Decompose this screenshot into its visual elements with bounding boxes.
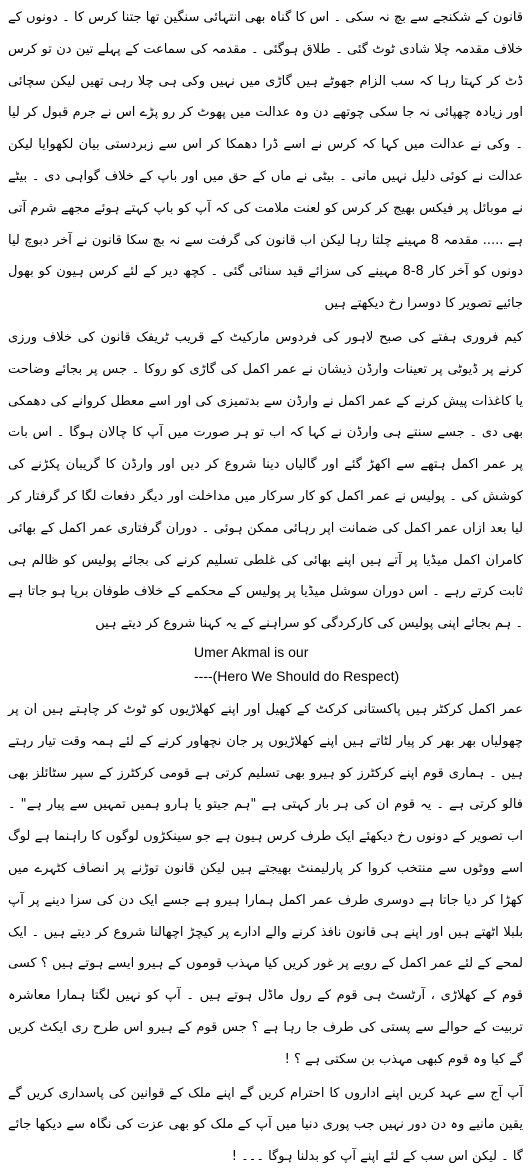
- english-quote-line-2: ----(Hero We Should do Respect): [194, 667, 400, 684]
- english-quote-line-1: Umer Akmal is our: [194, 643, 309, 660]
- article-paragraph-3: عمر اکمل کرکٹر ہیں پاکستانی کرکٹ کے کھیل اور اپنے کھلاڑیوں کو ٹوٹ کر چاہتے ہیں ان پر چھولیاں بھر بھر کر پیار لٹاتے ہیں اپنے کھلاڑیوں پر جان نچھاور کرنے کے لئے ہمہ وقت تیار رہتے ہیں ۔ ہماری قوم اپنے کرکٹرز کو ہیرو بھی تسلیم کرتی ہے قومی کرکٹرز کے سپر سٹائلز بھی فالو کرتی ہے ۔ یہ قوم ان کی ہر بار کہتی ہے "ہم جیتو یا ہارو ہمیں تمہیں سے پیار ہے" ۔ اب تصویر کے دونوں رخ دیکھئے ایک طرف کرس ہیون ہے جو سینکڑوں لوگوں کا راہنما ہے لوگ اسے ووٹوں سے منتخب کروا کر پارلیمنٹ بھیجتے ہیں لیکن قانون توڑنے پر انصاف کٹہرے میں کھڑا کر دیا جاتا ہے دوسری طرف عمر اکمل ہمارا ہیرو ہے جسے ایک دن کی سزا دینے پر آپ بلبلا اٹھتے ہیں اور اپنے ہی قانون نافذ کرنے والے ادارے پر کیچڑ اچھالنا شروع کر دیتے ہیں ۔ ایک لمحے کے لئے عمر اکمل کے رویے پر غور کریں کیا مہذب قوموں کے ہیرو ایسے ہوتے ہیں ؟ کسی قوم کے کھلاڑی ، آرٹسٹ ہی قوم کے رول ماڈل ہوتے ہیں ۔ آپ کو نہیں لگتا ہمارا معاشرہ تربیت کے حوالے سے پستی کی طرف جا رہا ہے ؟ جس قوم کے ہیرو اس طرح ری ایکٹ کریں گے کیا وہ قوم کبھی مہذب بن سکتی ہے ؟ !: [8, 701, 523, 1067]
- article-paragraph-1: قانون کے شکنجے سے بچ نہ سکی ۔ اس کا گناہ بھی انتہائی سنگین تھا جتنا کرس کا ۔ دونوں کے خلاف مقدمہ چلا شادی ٹوٹ گئی ۔ طلاق ہوگئی ۔ مقدمہ کی سماعت کے پہلے تین دن تو کرس ڈٹ کر کہتا رہا کہ سب الزام جھوٹے ہیں گاڑی میں نہیں وکی ہی چلا رہی تھیں لیکن سچائی اور زیادہ چھپائی نہ جا سکی چوتھے دن وہ عدالت میں پھوٹ کر رو پڑے اس نے جرم قبول کر لیا ۔ وکی نے عدالت میں کہا کہ کرس نے اسے ڈرا دھمکا کر اس سے زبردستی بیان لکھوایا لیکن عدالت نے کوئی دلیل نہیں مانی ۔ بیٹی نے ماں کے حق میں اور باپ کے خلاف گواہی دی ۔ بیٹے نے موبائل پر فیکس بھیج کر کرس کو لعنت ملامت کی کہ آپ کو باپ کہتے ہوئے مجھے شرم آتی ہے ..... مقدمہ 8 مہینے چلتا رہا لیکن اب قانون کی گرفت سے نہ بچ سکا قانون نے آخر دبوچ لیا دونوں کو آخر کار 8-8 مہینے کی سزائے قید سنائی گئی ۔ کچھ دیر کے لئے کرس ہیون کو بھول جائیے تصویر کا دوسرا رخ دیکھتے ہیں: [8, 10, 523, 312]
- article-paragraph-2: کیم فروری ہفتے کی صبح لاہور کی فردوس مارکیٹ کے قریب ٹریفک قانون کی خلاف ورزی کرنے پر ڈیوٹی پر تعینات وارڈن ذیشان نے عمر اکمل کی گاڑی کو روکا ۔ جس پر بجائے وضاحت یا کاغذات پیش کرنے کے عمر اکمل نے وارڈن سے بدتمیزی کی اور اسے معطل کروانے کی دھمکی بھی دی ۔ جسے سنتے ہی وارڈن نے کہا کہ اب تو ہر صورت میں آپ کا چالان ہوگا ۔ اس بات پر عمر اکمل ہتھے سے اکھڑ گئے اور گالیاں دینا شروع کر دیں اور وارڈن کا گریبان پکڑنے کی کوشش کی ۔ پولیس نے عمر اکمل کو کار سرکار میں مداخلت اور دیگر دفعات لگا کر گرفتار کر لیا بعد ازاں عمر اکمل کی ضمانت اپر رہائی ممکن ہوئی ۔ دوران گرفتاری عمر اکمل کے بھائی کامران اکمل میڈیا پر آتے ہیں اپنے بھائی کی غلطی تسلیم کرنے کی بجائے پولیس کو ظالم ہی ثابت کرتے رہے ۔ اس دوران سوشل میڈیا پر پولیس کے محکمے کے خلاف طوفان برپا ہو جاتا ہے ۔ ہم بجائے اپنی پولیس کی کارکردگی کو سراہنے کے یہ کہنا شروع کر دیتے ہیں: [8, 329, 523, 632]
- article-paragraph-4: آپ آج سے عہد کریں اپنے اداروں کا احترام کریں گے اپنے ملک کے قوانین کی پاسداری کریں گے یقین مانیے وہ دن دور نہیں جب پوری دنیا میں آپ کے ملک کو بھی عزت کی نگاہ سے دیکھا جائے گا ۔ لیکن اس سب کے لئے اپنے آپ کو بدلنا ہوگا ۔۔۔ !: [8, 1085, 523, 1165]
